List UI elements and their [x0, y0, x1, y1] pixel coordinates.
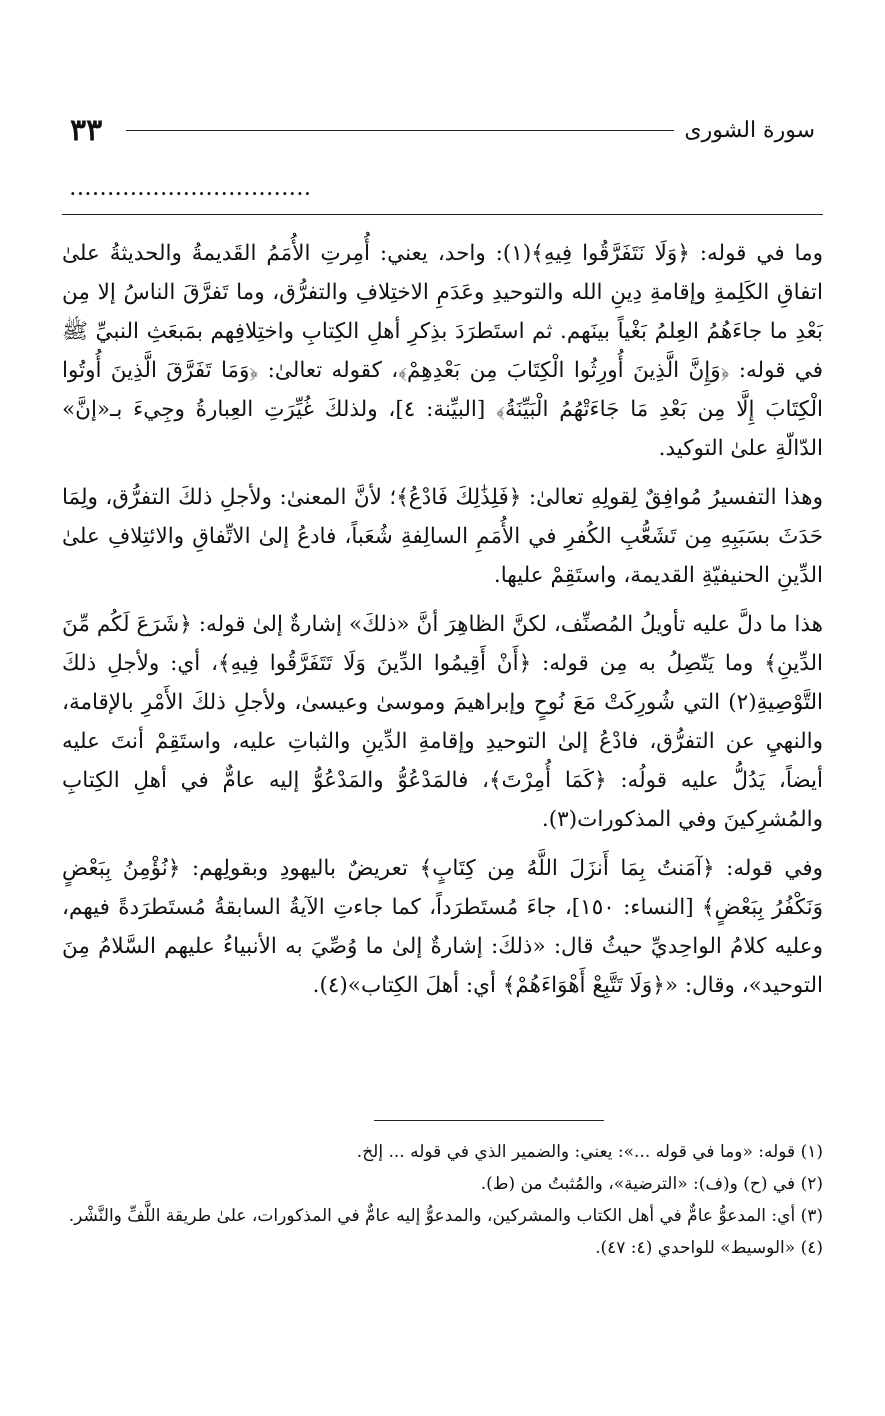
page-header — [70, 112, 815, 148]
header-rule — [126, 130, 674, 131]
body-text — [62, 234, 823, 1015]
paragraph: وفي قوله: ﴿آمَنتُ بِمَا أَنزَلَ اللَّهُ مِن كِتَابٍ﴾ تعريضٌ باليهودِ وبقولِهم: ﴿نُؤْمِنُ بِبَعْضٍ وَنَكْفُرُ بِبَعْضٍ﴾ [النساء: ١٥٠]، جاءَ مُستَطرَداً، كما جاءتِ الآيةُ السابقةُ مُستَطرَدةً فيهم، وعليه كلامُ الواحِديِّ حيثُ قال: «ذلكَ: إشارةٌ إلىٰ ما وُصِّيَ به الأنبياءُ عليهم السَّلامُ مِنَ التوحيد»، وقال: «﴿وَلَا تَتَّبِعْ أَهْوَاءَهُمْ﴾ أي: أهلَ الكِتاب»(٤). — [62, 856, 823, 998]
footnote: (١) قوله: «وما في قوله ...»: يعني: والضمير الذي في قوله ... إلخ. — [356, 1142, 823, 1162]
footnote: (٤) «الوسيط» للواحدي (٤: ٤٧). — [595, 1238, 823, 1258]
paragraph: وما في قوله: ﴿وَلَا نَتَفَرَّقُوا فِيهِ﴾(١): واحد، يعني: أُمِرتِ الأُمَمُ القَديمةُ والحديثةُ علىٰ اتفاقِ الكَلِمةِ وإقامةِ دِينِ الله والتوحيدِ وعَدَمِ الاختِلافِ والتفرُّق، وما تَفرَّقَ الناسُ إلا مِن بَعْدِ ما جاءَهُمُ العِلمُ بَغْياً بينَهم. ثم استَطرَدَ بذِكرِ أهلِ الكِتابِ واختِلافِهم بمَبعَثِ النبيِّ ﷺ في قوله: ﴿وَإِنَّ الَّذِينَ أُورِثُوا الْكِتَابَ مِن بَعْدِهِمْ﴾، كقوله تعالىٰ: ﴿وَمَا تَفَرَّقَ الَّذِينَ أُوتُوا الْكِتَابَ إِلَّا مِن بَعْدِ مَا جَاءَتْهُمُ الْبَيِّنَةُ﴾ [البيِّنة: ٤]، ولذلكَ غُيِّرَتِ العِبارةُ وجِيءَ بـ«إنَّ» الدّالّةِ علىٰ التوكيد. — [62, 241, 823, 461]
surah-title: سورة الشورى — [684, 117, 815, 143]
footnotes — [62, 1136, 823, 1264]
page-number: ٣٣ — [70, 112, 103, 148]
paragraph: هذا ما دلَّ عليه تأويلُ المُصنِّف، لكنَّ الظاهِرَ أنَّ «ذلكَ» إشارةٌ إلىٰ قوله: ﴿شَرَعَ لَكُم مِّنَ الدِّينِ﴾ وما يَتّصِلُ به مِن قوله: ﴿أَنْ أَقِيمُوا الدِّينَ وَلَا تَتَفَرَّقُوا فِيهِ﴾، أي: ولأجلِ ذلكَ التَّوْصِيةِ(٢) التي شُورِكَتْ مَعَ نُوحٍ وإبراهيمَ وموسىٰ وعيسىٰ، ولأجلِ ذلكَ الأَمْرِ بالإقامة، والنهيِ عن التفرُّق، فادْعُ إلىٰ التوحيدِ وإقامةِ الدِّينِ والثباتِ عليه، واستَقِمْ أنتَ عليه أيضاً، يَدُلُّ عليه قولُه: ﴿كَمَا أُمِرْتَ﴾، فالمَدْعُوُّ والمَدْعُوُّ إليه عامٌّ في أهلِ الكِتابِ والمُشرِكينَ وفي المذكورات(٣). — [62, 612, 823, 832]
top-rule — [62, 214, 823, 215]
paragraph: وهذا التفسيرُ مُوافِقٌ لِقولِهِ تعالىٰ: ﴿فَلِذَٰلِكَ فَادْعُ﴾؛ لأنَّ المعنىٰ: ولأجلِ ذلكَ التفرُّق، ولِمَا حَدَثَ بسَبَبِهِ مِن تَشَعُّبِ الكُفرِ في الأُمَمِ السالِفةِ شُعَباً، فادعُ إلىٰ الاتِّفاقِ والائتِلافِ علىٰ الدِّينِ الحنيفيّةِ القديمة، واستَقِمْ عليها. — [62, 485, 823, 588]
separator-dots: ................................ — [70, 180, 313, 199]
footnote: (٢) في (ح) و(ف): «الترضية»، والمُثبتُ من (ط). — [480, 1174, 823, 1194]
footnote-rule — [374, 1120, 604, 1121]
footnote: (٣) أي: المدعوُّ عامٌّ في أهل الكتاب والمشركين، والمدعوُّ إليه عامٌّ في المذكورات، علىٰ طريقة اللَّفِّ والنَّشْر. — [68, 1206, 823, 1226]
